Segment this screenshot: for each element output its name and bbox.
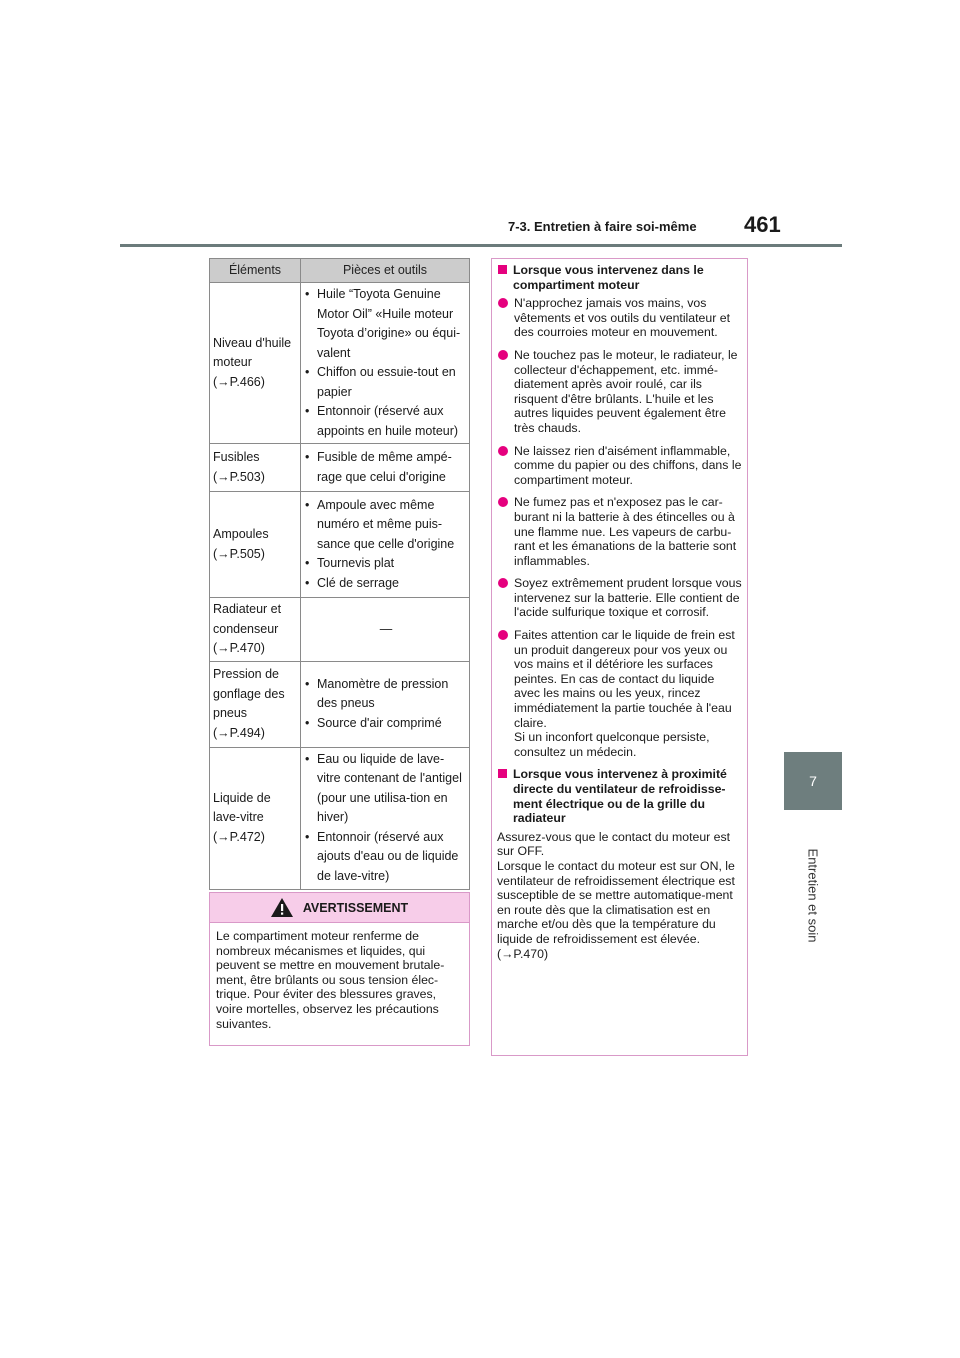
bullet-text: Ne touchez pas le moteur, le radiateur, le collecteur d'échappement, etc. immé-diatement après avoir roulé, car ils risquent d'être brûlants. L'huile et les autres liquides peuvent également être très chauds.: [514, 347, 738, 435]
list-item: • Fusible de même ampé-rage que celui d'origine: [305, 448, 467, 487]
table-cell-element: [210, 444, 301, 492]
round-bullet-icon: [498, 298, 508, 308]
section-heading: [497, 767, 742, 825]
chapter-side-title: [784, 810, 842, 980]
page-number: 461: [744, 212, 781, 237]
bullet-text: N'approchez jamais vos mains, vos vêtements et vos outils du ventilateur et des courroies moteur en mouvement.: [514, 296, 730, 340]
round-bullet-icon: [498, 578, 508, 588]
element-line: Fusibles: [213, 450, 260, 464]
table-cell-element: [210, 283, 301, 444]
round-bullet-icon: [498, 350, 508, 360]
table-header-row: [210, 259, 470, 283]
section-header: 7-3. Entretien à faire soi-même: [508, 219, 697, 234]
element-line: Pression de: [213, 667, 280, 681]
list-item: • Entonnoir (réservé aux appoints en huile moteur): [305, 402, 467, 441]
bullet-text: Ne fumez pas et n'exposez pas le car-burant ni la batterie à des étincelles ou à une flamme nue. Les vapeurs de carbu-rant et les émanations de la batterie sont inflammables.: [514, 495, 737, 568]
list-item: [497, 296, 742, 340]
square-bullet-icon: [498, 265, 507, 274]
table-cell-element: [210, 598, 301, 662]
bullet-text-part: Si un inconfort quelconque persiste, consultez un médecin.: [514, 730, 710, 759]
list-item: • Chiffon ou essuie-tout en papier: [305, 363, 467, 402]
table-row: [210, 444, 470, 492]
list-item: [497, 348, 742, 436]
list-item: • Tournevis plat: [305, 554, 467, 574]
element-line: Niveau d'huile: [213, 335, 292, 350]
element-ref: (→P.505): [213, 546, 265, 561]
paragraph: Lorsque le contact du moteur est sur ON, le ventilateur de refroidissement électrique est susceptible de se mettre automatique-ment en route dès que la climatisation est en marche et/ou dès que la température du liquide de refroidissement est élevée.: [497, 858, 735, 946]
table-cell-tools: [301, 492, 470, 598]
list-item: • Huile “Toyota Genuine Motor Oil” «Huile moteur Toyota d’origine» ou équi-valent: [305, 285, 467, 363]
list-item: [497, 576, 742, 620]
round-bullet-icon: [498, 497, 508, 507]
square-bullet-icon: [498, 769, 507, 778]
empty-dash: —: [379, 621, 393, 636]
round-bullet-icon: [498, 446, 508, 456]
section-heading: [497, 263, 742, 292]
bullet-text: [514, 628, 742, 759]
element-ref: (→P.494): [213, 725, 265, 740]
element-ref: (→P.503): [213, 469, 265, 484]
list-item: • Clé de serrage: [305, 574, 467, 594]
element-line: lave-vitre: [213, 810, 264, 825]
chapter-number: 7: [809, 773, 817, 789]
table-row: [210, 492, 470, 598]
table-cell-element: [210, 747, 301, 889]
round-bullet-icon: [498, 630, 508, 640]
list-item: • Ampoule avec même numéro et même puis-sance que celle d'origine: [305, 496, 467, 555]
list-item: [497, 444, 742, 488]
header-rule: [120, 244, 842, 247]
bullet-text: Soyez extrêmement prudent lorsque vous intervenez sur la batterie. Elle contient de l'acide sulfurique toxique et corrosif.: [514, 576, 742, 620]
table-header-tools: Pièces et outils: [301, 259, 470, 283]
element-line: Liquide de: [213, 790, 271, 805]
items-table: [209, 258, 470, 890]
list-item: • Entonnoir (réservé aux ajouts d'eau ou de liquide de lave-vitre): [305, 828, 467, 887]
warning-triangle-icon: [271, 898, 293, 917]
bullet-text-part: Faites attention car le liquide de frein est un produit dangereux pour vos yeux ou vos mains et il détériore les surfaces peintes. En cas de contact du liquide avec les mains ou les yeux, rincez immédiatement la partie touchée à l'eau claire.: [514, 628, 735, 730]
table-header-elements: Éléments: [210, 259, 301, 283]
element-ref: (→P.470): [213, 641, 265, 655]
table-cell-element: [210, 661, 301, 747]
list-item: • Source d'air comprimé: [305, 714, 467, 734]
element-line: pneus: [213, 706, 248, 720]
element-ref: (→P.466): [213, 374, 265, 389]
table-cell-tools: [301, 598, 470, 662]
table-cell-element: [210, 492, 301, 598]
element-line: condenseur: [213, 621, 279, 636]
warning-box: [209, 892, 470, 1046]
table-row: [210, 283, 470, 444]
element-line: Radiateur et: [213, 602, 282, 616]
page-reference: (→P.470): [497, 946, 549, 961]
precautions-column: [491, 258, 748, 1056]
table-cell-tools: [301, 283, 470, 444]
warning-text: Le compartiment moteur renferme de nombreux mécanismes et liquides, qui peuvent se mettre en mouvement brutale-ment, être brûlants ou sous tension élec-trique. Pour éviter des blessures graves, voire mortelles, observez les précautions suivantes.: [216, 929, 445, 1031]
table-cell-tools: [301, 661, 470, 747]
table-row: [210, 747, 470, 889]
element-ref: (→P.472): [213, 829, 265, 844]
bullet-text: Ne laissez rien d'aisément inflammable, comme du papier ou des chiffons, dans le compartiment moteur.: [514, 443, 742, 487]
list-item: [497, 628, 742, 759]
section-heading-text: Lorsque vous intervenez dans le compartiment moteur: [513, 263, 704, 292]
paragraph: Assurez-vous que le contact du moteur est sur OFF.: [497, 829, 731, 859]
element-line: Ampoules: [213, 527, 269, 541]
list-item: • Eau ou liquide de lave-vitre contenant de l'antigel (pour une utilisa-tion en hiver): [305, 750, 467, 828]
warning-title: AVERTISSEMENT: [302, 900, 409, 915]
chapter-tab: [784, 752, 842, 810]
list-item: [497, 495, 742, 568]
table-cell-tools: [301, 444, 470, 492]
table-row: [210, 598, 470, 662]
element-line: moteur: [213, 355, 252, 370]
chapter-title: Entretien et soin: [805, 848, 821, 942]
section-heading-text: Lorsque vous intervenez à proximité directe du ventilateur de refroidisse-ment électrique ou de la grille du radiateur: [513, 767, 727, 826]
warning-header: [210, 893, 469, 923]
list-item: • Manomètre de pression des pneus: [305, 675, 467, 714]
element-line: gonflage des: [213, 686, 285, 701]
table-cell-tools: [301, 747, 470, 889]
table-row: [210, 661, 470, 747]
